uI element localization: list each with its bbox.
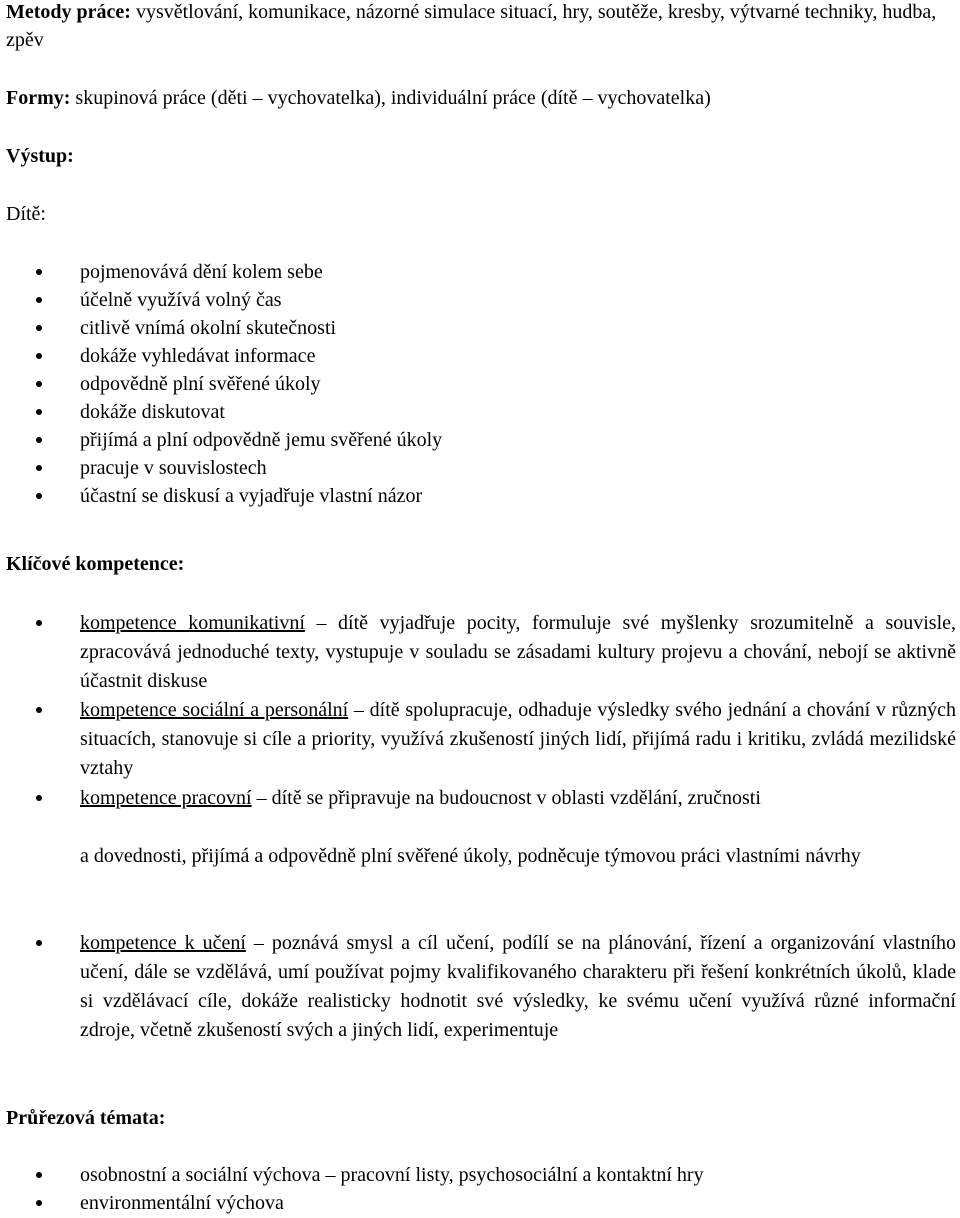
bullet-icon (36, 381, 42, 387)
cross-topics-heading: Průřezová témata: (6, 1107, 166, 1129)
bullet-icon (36, 409, 42, 415)
child-label: Dítě: (6, 203, 46, 225)
list-item: pojmenovává dění kolem sebe (0, 258, 956, 286)
list-item: citlivě vnímá okolní skutečnosti (0, 314, 956, 342)
bullet-icon (36, 297, 42, 303)
competence-name: kompetence komunikativní (80, 612, 305, 634)
list-item: pracuje v souvislostech (0, 454, 956, 482)
competence-text: – poznává smysl a cíl učení, podílí se na plánování, řízení a organizování vlastního učení, dále se vzdělává, umí používat pojmy kvalifikovaného charakteru při řešení konkrétních úkolů, klade si vzdělávací cíle, dokáže realisticky hodnotit své výsledky, ke svému učení využívá různé informační zdroje, včetně zkušeností svých a jiných lidí, experimentuje (80, 932, 956, 1041)
bullet-icon (36, 1200, 42, 1206)
competences-heading: Klíčové kompetence: (6, 553, 185, 575)
bullet-icon (36, 353, 42, 359)
methods-text: vysvětlování, komunikace, názorné simulace situací, hry, soutěže, kresby, výtvarné techniky, hudba, zpěv (6, 1, 937, 51)
methods-paragraph (6, 0, 954, 54)
bullet-icon (36, 437, 42, 443)
list-item: odpovědně plní svěřené úkoly (0, 370, 956, 398)
list-item: přijímá a plní odpovědně jemu svěřené úkoly (0, 426, 956, 454)
list-item: environmentální výchova (0, 1189, 956, 1217)
bullet-icon (36, 325, 42, 331)
competence-name: kompetence sociální a personální (80, 699, 349, 721)
forms-text: skupinová práce (děti – vychovatelka), individuální práce (dítě – vychovatelka) (70, 87, 711, 109)
bullet-icon (36, 620, 42, 626)
document-page: Metody práce: vysvětlování, komunikace, názorné simulace situací, hry, soutěže, kresby, výtvarné techniky, hudba, zpěv Formy: skupinová práce (děti – vychovatelka), individuální práce (dítě – vychovatelka) Výstup: Dítě: pojmenovává dění kolem sebe účelně využívá volný čas citlivě vnímá okolní skutečnosti dokáže vyhledávat informace odpovědně plní svěřené úkoly dokáže diskutovat přijímá a plní odpovědně jemu svěřené úkoly pracuje v souvislostech účastní se diskusí a vyjadřuje vlastní názor Klíčové kompetence: kompetence komunikativní – dítě vyjadřuje pocity, formuluje své myšlenky srozumitelně a souvisle, zpracovává jednoduché texty, vystupuje v souladu se zásadami kultury projevu a chování, nebojí se aktivně účastnit diskuse kompetence sociální a personální – dítě spolupracuje, odhaduje výsledky svého jednání a chování v různých situacích, stanovuje si cíle a priority, využívá zkušeností jiných lidí, přijímá radu i kritiku, zvládá mezilidské vztahy kompetence pracovní – dítě se připravuje na budoucnost v oblasti vzdělání, zručnosti a dovednosti, přijímá a odpovědně plní svěřené úkoly, podněcuje týmovou práci vlastními návrhy kompetence k učení – poznává smysl a cíl učení, podílí se na plánování, řízení a organizování vlastního učení, dále se vzdělává, umí používat pojmy kvalifikovaného charakteru při řešení konkrétních úkolů, klade si vzdělávací cíle, dokáže realisticky hodnotit své výsledky, ke svému učení využívá různé informační zdroje, včetně zkušeností svých a jiných lidí, experimentuje Průřezová témata: osobnostní a sociální výchova – pracovní listy, psychosociální a kontaktní hry environmentální výchova (0, 0, 960, 1218)
competence-text: – dítě vyjadřuje pocity, formuluje své myšlenky srozumitelně a souvisle, zpracovává jednoduché texty, vystupuje v souladu se zásadami kultury projevu a chování, nebojí se aktivně účastnit diskuse (80, 612, 956, 692)
output-list (0, 258, 956, 510)
bullet-icon (36, 795, 42, 801)
list-item: účastní se diskusí a vyjadřuje vlastní názor (0, 482, 956, 510)
output-heading: Výstup: (6, 145, 74, 167)
list-item: účelně využívá volný čas (0, 286, 956, 314)
forms-label: Formy: (6, 87, 71, 109)
competence-text: – dítě spolupracuje, odhaduje výsledky svého jednání a chování v různých situacích, stanovuje si cíle a priority, využívá zkušeností jiných lidí, přijímá radu i kritiku, zvládá mezilidské vztahy (80, 699, 957, 779)
bullet-icon (36, 1172, 42, 1178)
list-item: dokáže diskutovat (0, 398, 956, 426)
bullet-icon (36, 493, 42, 499)
methods-label: Metody práce: (6, 1, 131, 23)
list-item: osobnostní a sociální výchova – pracovní listy, psychosociální a kontaktní hry (0, 1161, 956, 1189)
bullet-icon (36, 465, 42, 471)
bullet-icon (36, 940, 42, 946)
competence-name: kompetence k učení (80, 932, 246, 954)
forms-paragraph (6, 84, 954, 112)
competence-name: kompetence pracovní (80, 787, 252, 809)
bullet-icon (36, 707, 42, 713)
cross-topics-list (0, 1161, 956, 1217)
bullet-icon (36, 269, 42, 275)
list-item: dokáže vyhledávat informace (0, 342, 956, 370)
competence-text: – dítě se připravuje na budoucnost v oblasti vzdělání, zručnosti (251, 787, 761, 809)
